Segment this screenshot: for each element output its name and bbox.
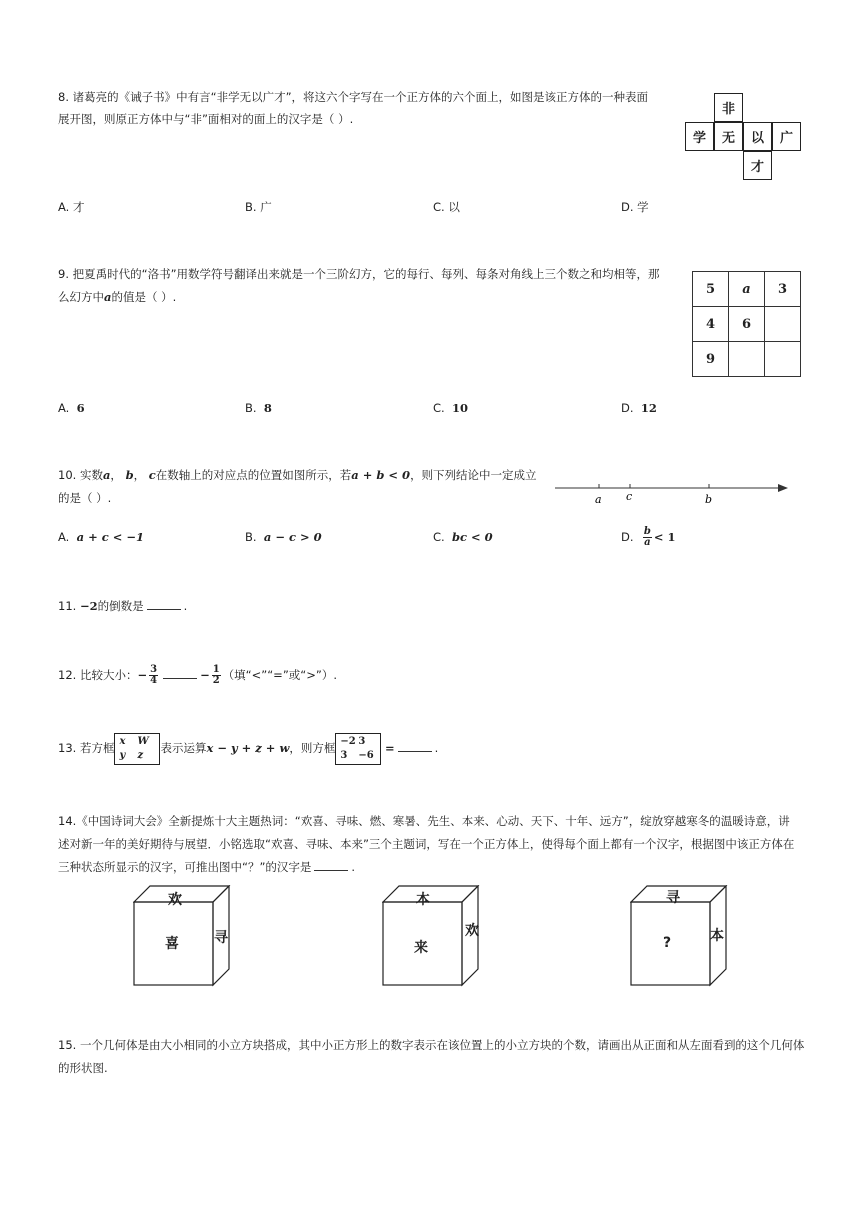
q8-option-d[interactable]: D. 学: [621, 200, 649, 214]
q10-post: ，则下列结论中一定成立: [410, 468, 537, 482]
q10-line1: 10. 实数a， b， c在数轴上的对应点的位置如图所示，若a + b < 0，则下列结论中一定成立: [58, 468, 537, 482]
q8-line1: 8. 诸葛亮的《诫子书》中有言“非学无以广才”，将这六个字写在一个正方体的六个面上，如图是该正方体的一种表面: [58, 90, 649, 104]
q15-line2: 的形状图.: [58, 1061, 108, 1075]
net-face-wu: 无: [714, 122, 743, 151]
q14-line3b: .: [351, 860, 356, 874]
net-face-yi: 以: [743, 122, 772, 151]
box-cell: 3: [340, 749, 348, 761]
cube3-top: 寻: [666, 890, 680, 906]
box-cell: z: [137, 749, 144, 761]
ms-cell: a: [729, 272, 765, 307]
q12-frac2: [212, 665, 221, 686]
frac-num: 3: [150, 664, 158, 675]
cube2-top: 本: [416, 892, 430, 908]
frac-den: 2: [212, 675, 220, 686]
q11-answer-blank[interactable]: [147, 598, 181, 610]
ms-cell: 3: [765, 272, 801, 307]
frac-den: a: [644, 537, 651, 548]
q11-pre: 11.: [58, 599, 77, 613]
q10-frac: [643, 527, 652, 548]
box-cell: y: [119, 749, 126, 761]
option-value: 10: [452, 401, 469, 415]
q14-answer-blank[interactable]: [314, 859, 348, 871]
q12-sign1: −: [137, 668, 148, 682]
q10-line2: 的是（ ）.: [58, 491, 112, 505]
q10-condition: a + b < 0: [351, 468, 411, 482]
ms-cell: [765, 307, 801, 342]
option-value: 8: [263, 401, 272, 415]
q10-number-line: [550, 478, 795, 508]
q9-var-a: a: [104, 290, 112, 304]
q13-end: .: [434, 741, 439, 755]
option-expr: < 1: [653, 530, 676, 544]
net-face-xue: 学: [685, 122, 714, 151]
q9-line2: [58, 286, 176, 308]
option-label: A.: [58, 401, 70, 415]
q9-option-b[interactable]: [245, 397, 272, 419]
option-expr: bc < 0: [452, 530, 493, 544]
q10-option-d[interactable]: [621, 522, 675, 552]
axis-label-a: a: [595, 493, 602, 506]
option-label: B.: [245, 401, 257, 415]
q8-option-b[interactable]: B. 广: [245, 200, 272, 214]
q13-mid: 表示运算: [160, 741, 207, 755]
frac-num: b: [643, 526, 651, 537]
q12-frac1: [149, 665, 158, 686]
q10-mid: 在数轴上的对应点的位置如图所示，若: [155, 468, 352, 482]
q13-pre: 13. 若方框: [58, 741, 115, 755]
option-label: A.: [58, 530, 70, 544]
q14-line2: 述对新一年的美好期待与展望．小铭选取“欢喜、寻味、本来”三个主题词，写在一个正方体上，使得每个面上都有一个汉字，根据图中该正方体在: [58, 837, 795, 851]
q13-box2: [335, 733, 381, 765]
cube1-front: 喜: [165, 936, 179, 952]
ms-cell: [765, 342, 801, 377]
q12-post: （填“<”“=”或“>”）.: [222, 668, 337, 682]
q15-line1: 15. 一个几何体是由大小相同的小立方块搭成，其中小正方形上的数字表示在该位置上的小立方块的个数，请画出从正面和从左面看到的这个几何体: [58, 1038, 805, 1052]
q10-pre: 10. 实数: [58, 468, 103, 482]
ms-cell: 5: [693, 272, 729, 307]
cube2-front: 来: [414, 940, 428, 956]
q9-option-a[interactable]: [58, 397, 85, 419]
cube2-side: 欢: [465, 923, 479, 939]
frac-num: 1: [212, 664, 220, 675]
q12: [58, 660, 337, 690]
ms-cell: 4: [693, 307, 729, 342]
net-face-guang: 广: [772, 122, 801, 151]
q12-pre: 12. 比较大小：: [58, 668, 138, 682]
q9-line1: 9. 把夏禹时代的“洛书”用数学符号翻译出来就是一个三阶幻方，它的每行、每列、每条对角线上三个数之和均相等，那: [58, 267, 660, 281]
box-cell: 3: [358, 735, 366, 747]
q9-option-c[interactable]: [433, 397, 468, 419]
box-cell: −2: [340, 735, 356, 747]
q10-option-a[interactable]: [58, 526, 144, 548]
q11-end: .: [183, 599, 188, 613]
frac-den: 4: [150, 675, 158, 686]
q13-answer-blank[interactable]: [398, 740, 432, 752]
q13-box1: [114, 733, 160, 765]
q13: [58, 730, 438, 766]
q14-line3: [58, 856, 355, 878]
q11-post: 的倒数是: [97, 599, 144, 613]
q12-answer-blank[interactable]: [163, 667, 197, 679]
option-expr: a + c < −1: [76, 530, 145, 544]
ms-cell: 9: [693, 342, 729, 377]
ms-cell: [729, 342, 765, 377]
q13-mid2: ，则方框: [289, 741, 336, 755]
net-face-fei: 非: [714, 93, 743, 122]
option-value: 6: [76, 401, 85, 415]
axis-label-c: c: [626, 490, 633, 503]
q9-line2-a: 么幻方中: [58, 290, 104, 304]
box-cell: x: [119, 735, 126, 747]
cube3-front: ?: [663, 935, 672, 951]
q10-option-c[interactable]: [433, 526, 493, 548]
q9-line2-b: 的值是（ ）.: [111, 290, 177, 304]
q13-eq: =: [385, 741, 395, 755]
q14-line1: 14.《中国诗词大会》全新提炼十大主题热词：“欢喜、寻味、燃、寒暑、先生、本来、心动、天下、十年、远方”，绽放穿越寒冬的温暖诗意，讲: [58, 814, 790, 828]
option-label: C.: [433, 401, 445, 415]
q13-expr: x − y + z + w: [206, 741, 290, 755]
q8-option-a[interactable]: A. 才: [58, 200, 85, 214]
option-value: 12: [640, 401, 657, 415]
q8-option-c[interactable]: C. 以: [433, 200, 460, 214]
q14-line3a: 三种状态所显示的汉字，可推出图中“？”的汉字是: [58, 860, 312, 874]
q11-number: −2: [79, 599, 98, 613]
cube1-side: 寻: [214, 930, 228, 946]
q8-line2: 展开图，则原正方体中与“非”面相对的面上的汉字是（ ）.: [58, 112, 354, 126]
option-label: D.: [621, 530, 634, 544]
ms-cell: 6: [729, 307, 765, 342]
q10-var-b: b: [125, 468, 134, 482]
q10-var-a: a: [102, 468, 111, 482]
cube3-side: 本: [710, 928, 724, 944]
axis-label-b: b: [705, 493, 713, 506]
box-cell: W: [137, 735, 149, 747]
cube1-top: 欢: [168, 892, 182, 908]
q11: [58, 595, 187, 617]
option-expr: a − c > 0: [263, 530, 322, 544]
box-cell: −6: [358, 749, 374, 761]
option-label: B.: [245, 530, 257, 544]
option-label: C.: [433, 530, 445, 544]
net-face-cai: 才: [743, 151, 772, 180]
q12-sign2: −: [200, 668, 210, 682]
q9-option-d[interactable]: [621, 397, 657, 419]
q10-var-c: c: [148, 468, 156, 482]
q10-option-b[interactable]: [245, 526, 322, 548]
q9-magic-square: [692, 271, 801, 377]
option-label: D.: [621, 401, 634, 415]
